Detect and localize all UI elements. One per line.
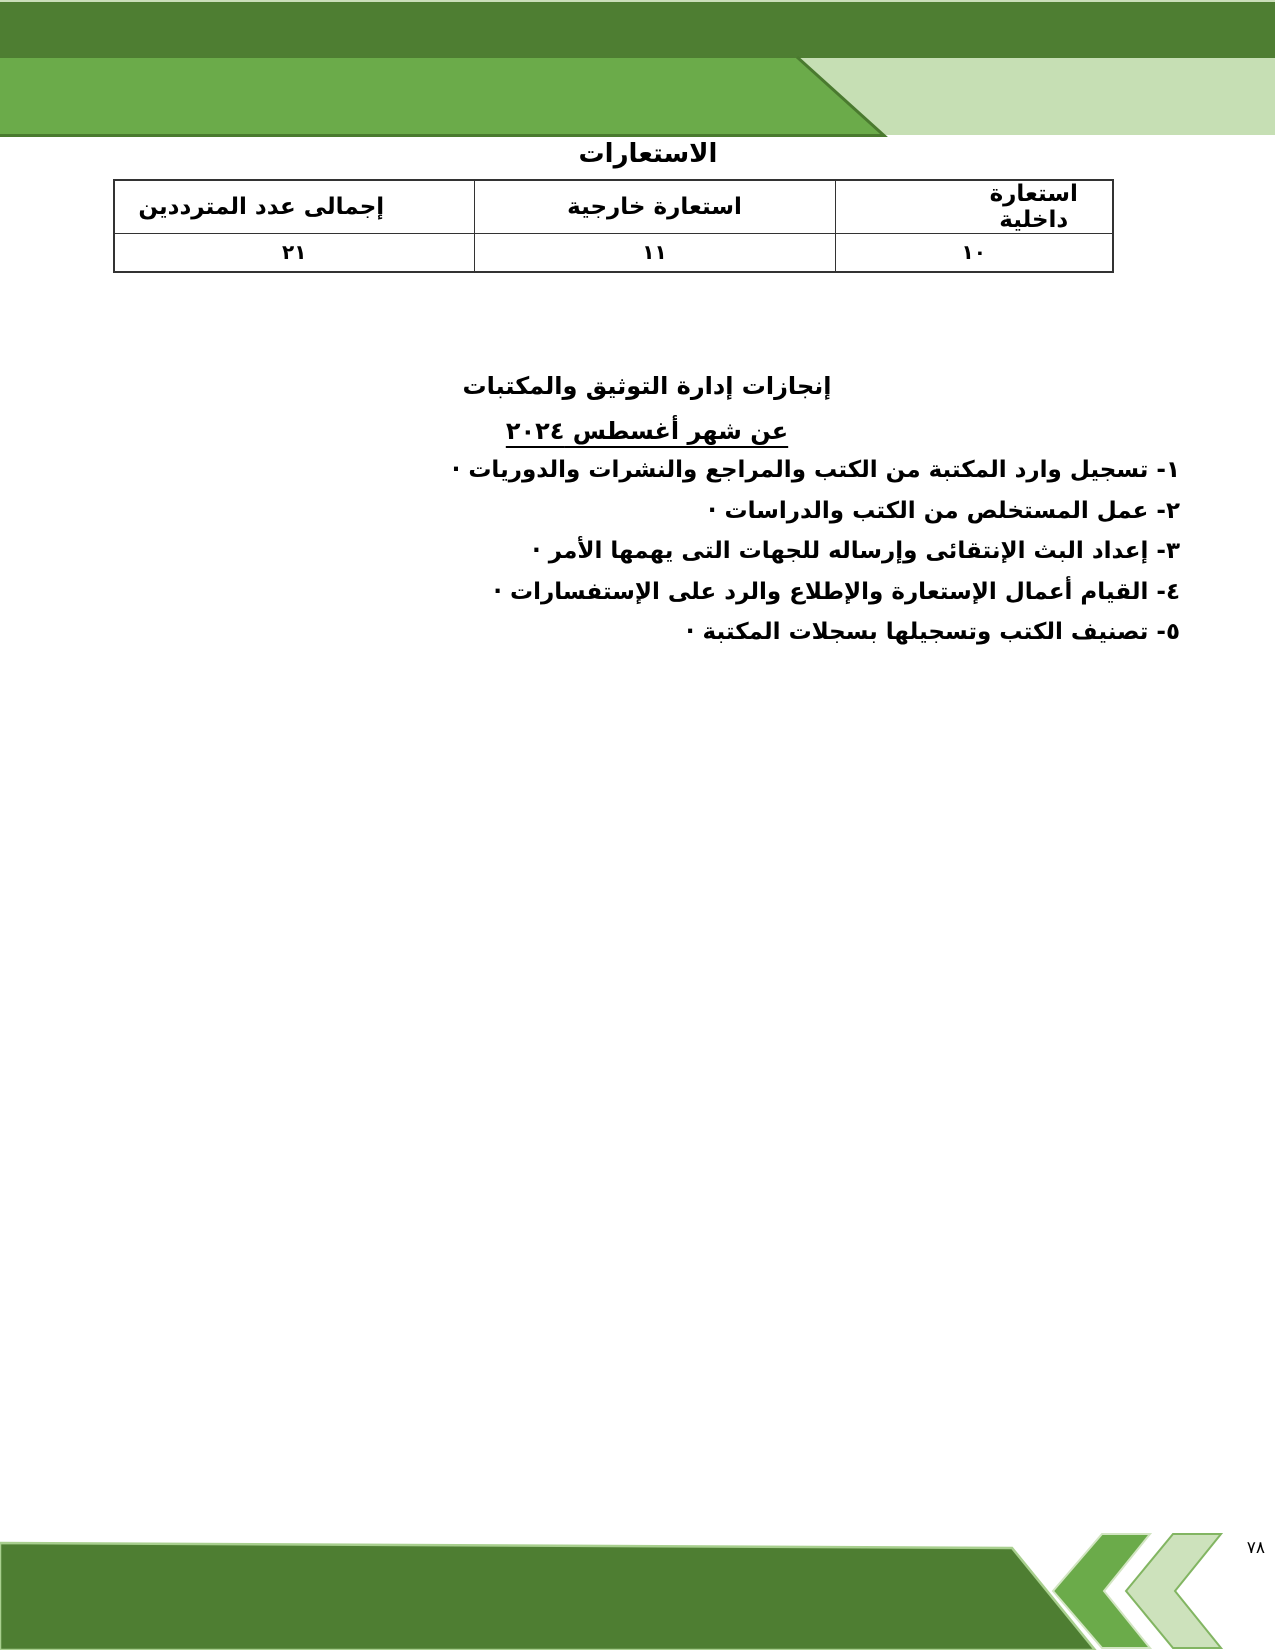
col-header-total-visitors: إجمالى عدد المترددين — [114, 180, 474, 234]
header-banner — [0, 0, 1275, 142]
value-external-loan: ١١ — [474, 234, 835, 272]
achievements-month-label: عن شهر أغسطس ٢٠٢٤ — [505, 417, 789, 445]
header-dark-bar — [0, 2, 1275, 58]
achievements-subheading — [147, 417, 1147, 445]
col-header-internal-loan: استعارة داخلية — [835, 180, 1113, 234]
list-item: ١- تسجيل وارد المكتبة من الكتب والمراجع والنشرات والدوريات · — [451, 457, 1180, 483]
loans-table-value-row — [114, 234, 1113, 272]
header-green-ribbon — [0, 58, 886, 136]
list-item: ٣- إعداد البث الإنتقائى وإرساله للجهات التى يهمها الأمر · — [532, 538, 1180, 564]
page-number: ٧٨ — [1246, 1538, 1265, 1558]
list-item: ٢- عمل المستخلص من الكتب والدراسات · — [707, 497, 1180, 524]
loans-title: الاستعارات — [578, 139, 718, 169]
list-item: ٥- تصنيف الكتب وتسجيلها بسجلات المكتبة · — [685, 619, 1180, 645]
loans-table-header-row — [114, 180, 1113, 234]
footer-ribbon — [0, 1543, 1095, 1650]
value-total-visitors: ٢١ — [114, 234, 474, 272]
achievements-heading: إنجازات إدارة التوثيق والمكتبات — [462, 372, 832, 400]
loans-table — [113, 179, 1114, 273]
footer-chevron-light-icon — [1126, 1534, 1221, 1648]
value-internal-loan: ١٠ — [835, 234, 1113, 272]
achievements-list — [200, 450, 1180, 653]
footer-banner — [0, 1530, 1275, 1650]
list-item: ٤- القيام أعمال الإستعارة والإطلاع والرد على الإستفسارات · — [493, 578, 1180, 605]
col-header-external-loan: استعارة خارجية — [474, 180, 835, 234]
